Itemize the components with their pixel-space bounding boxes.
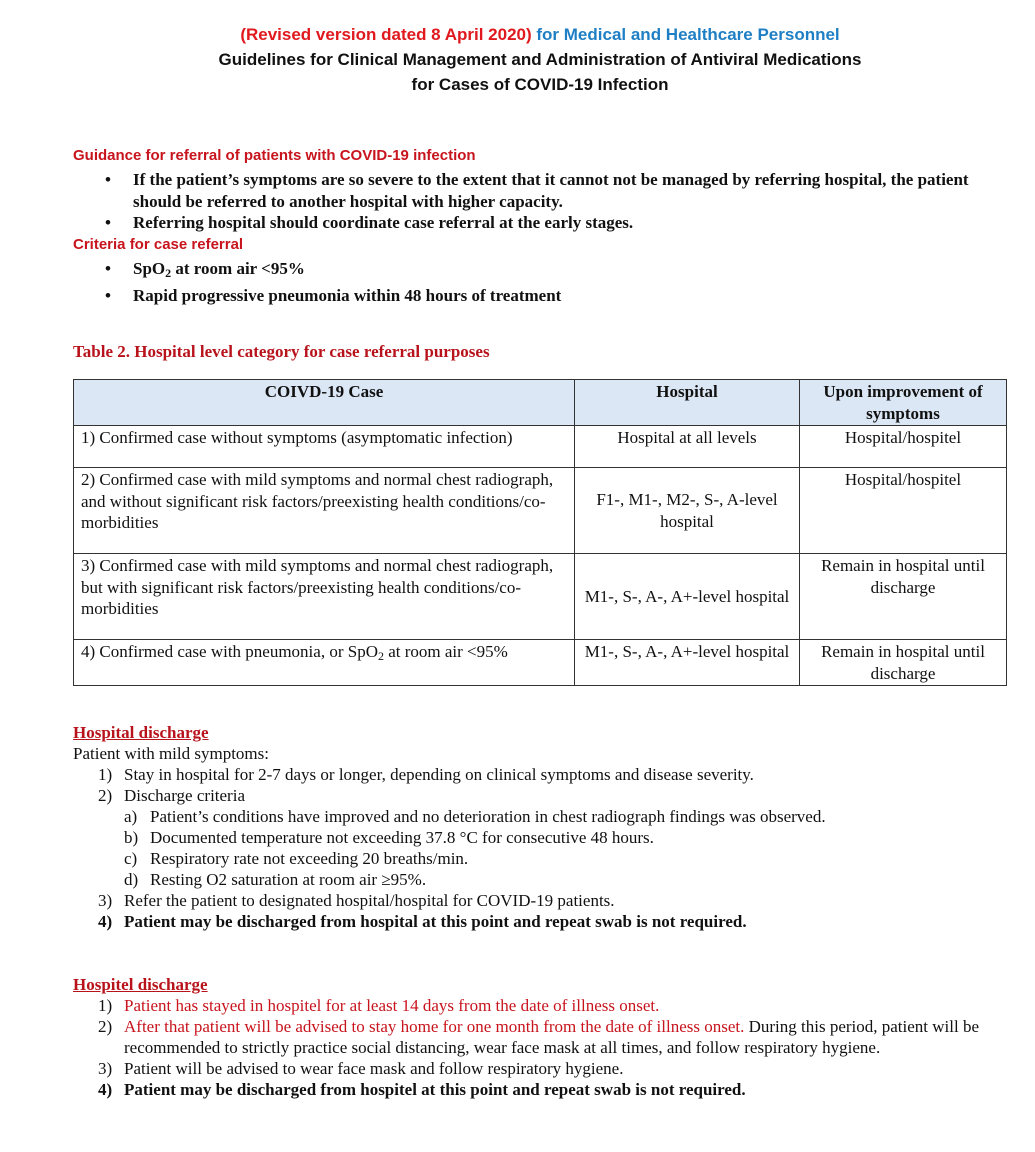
cell-case: 1) Confirmed case without symptoms (asymptomatic infection) [74,426,575,468]
list-item: 3) Patient will be advised to wear face mask and follow respiratory hygiene. [98,1059,624,1078]
cell-improvement: Hospital/hospitel [800,468,1007,554]
referral-criteria-list [105,258,905,306]
referral-guidance-bullet: • Referring hospital should coordinate case referral at the early stages. [105,212,1000,234]
cell-improvement: Remain in hospital until discharge [800,554,1007,640]
cell-case: 3) Confirmed case with mild symptoms and normal chest radiograph, but with significant risk factors/preexisting health conditions/co-morbidities [74,554,575,640]
revision-date: (Revised version dated 8 April 2020) [240,25,532,44]
referral-criteria-heading: Criteria for case referral [73,236,244,253]
list-item: 1) Patient has stayed in hospitel for at least 14 days from the date of illness onset. [98,996,660,1015]
audience: for Medical and Healthcare Personnel [536,25,840,44]
cell-hospital: Hospital at all levels [575,426,800,468]
list-item: 1) Stay in hospital for 2-7 days or longer, depending on clinical symptoms and disease severity. [98,765,754,784]
referral-guidance-list [105,169,1000,234]
table-caption: Table 2. Hospital level category for case referral purposes [73,342,490,361]
hospital-discharge-list [98,764,1008,932]
list-item: 2) Discharge criteria a) Patient’s conditions have improved and no deterioration in chest radiograph findings was observed. b) Documented temperature not exceeding 37.8 °C for consecutive 48 hours. c) Respiratory rate not exceeding 20 breaths/min. d) Resting O2 saturation at room air ≥95%. [98,785,1008,890]
column-header-case: COIVD-19 Case [74,380,575,426]
title-line-1: Guidelines for Clinical Management and Administration of Antiviral Medications [218,50,862,69]
referral-guidance-bullet: • If the patient’s symptoms are so severe to the extent that it cannot not be managed by referring hospital, the patient should be referred to another hospital with higher capacity. [105,169,1000,212]
hospital-discharge-intro: Patient with mild symptoms: [73,744,269,763]
table-row [74,554,1007,640]
list-item: c) Respiratory rate not exceeding 20 breaths/min. [124,849,469,868]
cell-hospital: M1-, S-, A-, A+-level hospital [575,640,800,686]
referral-criteria-bullet: • Rapid progressive pneumonia within 48 hours of treatment [105,285,905,307]
hospital-level-table [73,379,1007,686]
discharge-criteria-list [124,806,1008,890]
list-item: b) Documented temperature not exceeding 37.8 °C for consecutive 48 hours. [124,828,654,847]
document-title-block [0,22,1035,97]
table-row [74,640,1007,686]
table-header-row [74,380,1007,426]
list-item: a) Patient’s conditions have improved and no deterioration in chest radiograph findings was observed. [124,807,826,826]
list-item: 4) Patient may be discharged from hospital at this point and repeat swab is not required. [98,912,747,931]
column-header-improvement: Upon improvement of symptoms [800,380,1007,426]
list-item: d) Resting O2 saturation at room air ≥95%. [124,870,427,889]
hospitel-discharge-list [98,995,1008,1100]
referral-criteria-bullet: • SpO$_2$ at room air <95% [105,258,905,285]
title-line-revision [0,22,1035,47]
cell-case: 2) Confirmed case with mild symptoms and normal chest radiograph, and without significant risk factors/preexisting health conditions/co-morbidities [74,468,575,554]
list-item: 2) After that patient will be advised to stay home for one month from the date of illness onset. During this period, patient will be recommended to strictly practice social distancing, wear face mask at all times, and follow respiratory hygiene. [98,1017,980,1057]
table-row [74,468,1007,554]
hospital-discharge-heading: Hospital discharge [73,723,209,742]
cell-case: 4) Confirmed case with pneumonia, or SpO$_2$ at room air <95% [74,640,575,686]
table-row [74,426,1007,468]
list-item: 3) Refer the patient to designated hospital/hospital for COVID-19 patients. [98,891,615,910]
list-item: 4) Patient may be discharged from hospitel at this point and repeat swab is not required. [98,1080,746,1099]
cell-improvement: Remain in hospital until discharge [800,640,1007,686]
referral-guidance-heading: Guidance for referral of patients with COVID-19 infection [73,147,476,164]
column-header-hospital: Hospital [575,380,800,426]
cell-hospital: F1-, M1-, M2-, S-, A-level hospital [575,468,800,554]
title-line-2: for Cases of COVID-19 Infection [411,75,669,94]
hospitel-discharge-heading: Hospitel discharge [73,975,208,994]
cell-hospital: M1-, S-, A-, A+-level hospital [575,554,800,640]
cell-improvement: Hospital/hospitel [800,426,1007,468]
